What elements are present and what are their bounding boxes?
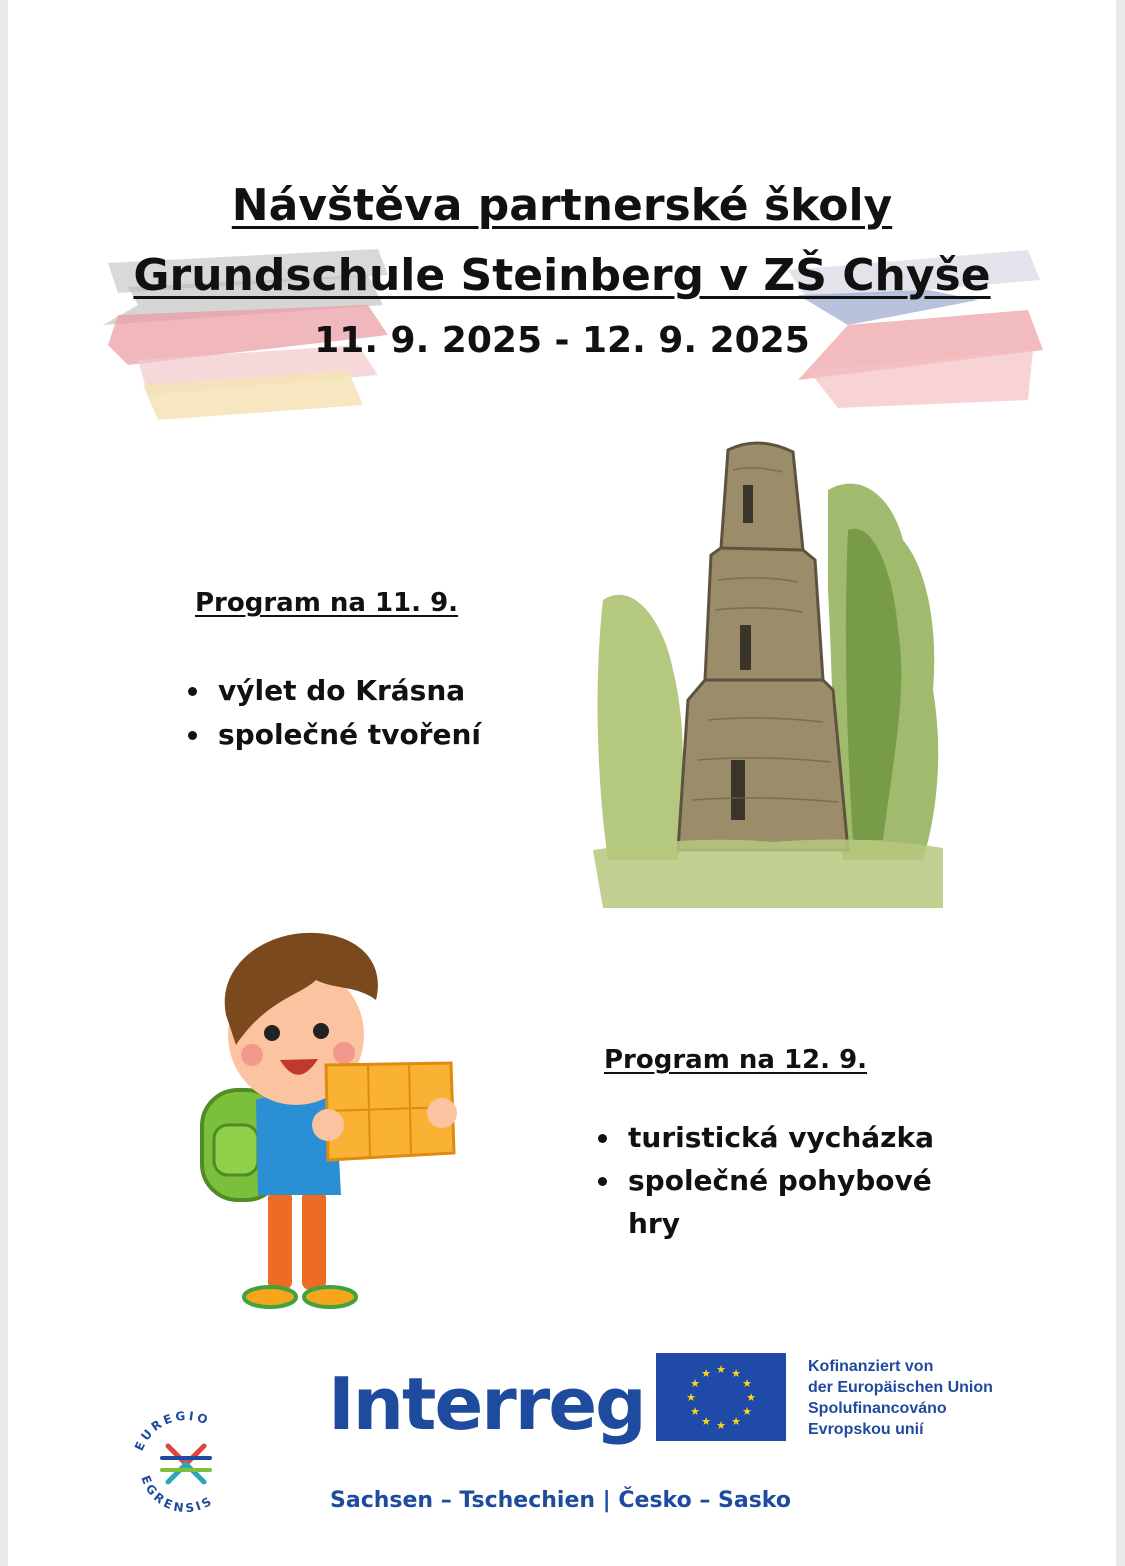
eu-text-line: der Europäischen Union (808, 1379, 993, 1396)
program-day2-list (594, 1116, 954, 1245)
svg-text:★: ★ (690, 1405, 700, 1418)
event-dates: 11. 9. 2025 - 12. 9. 2025 (314, 320, 810, 361)
region-caption: Sachsen – Tschechien | Česko – Sasko (330, 1488, 791, 1513)
title-line-1: Návštěva partnerské školy (231, 180, 893, 231)
svg-text:★: ★ (716, 1419, 726, 1432)
svg-text:★: ★ (716, 1363, 726, 1376)
eu-cofinanced-text (808, 1356, 993, 1440)
svg-text:★: ★ (731, 1415, 741, 1428)
interreg-logo: Interreg (328, 1362, 645, 1446)
euregio-top-text: EUREGIO (131, 1408, 213, 1453)
svg-text:★: ★ (742, 1377, 752, 1390)
svg-text:★: ★ (742, 1405, 752, 1418)
euregio-logo-icon (126, 1408, 246, 1518)
eu-text-line: Kofinanziert von (808, 1358, 934, 1375)
svg-text:★: ★ (690, 1377, 700, 1390)
list-item: společné tvoření (184, 713, 544, 757)
program-day2-heading: Program na 12. 9. (604, 1045, 868, 1075)
eu-text-line: Spolufinancováno (808, 1400, 947, 1417)
svg-text:★: ★ (746, 1391, 756, 1404)
svg-text:★: ★ (701, 1367, 711, 1380)
list-item: výlet do Krásna (184, 669, 544, 713)
stone-tower-illustration (593, 430, 943, 910)
program-day1-list (184, 669, 544, 757)
poster-page (8, 0, 1116, 1566)
program-day1-heading: Program na 11. 9. (195, 588, 459, 618)
svg-text:★: ★ (701, 1415, 711, 1428)
eu-flag-icon (656, 1353, 786, 1441)
svg-text:★: ★ (731, 1367, 741, 1380)
euregio-bottom-text: EGRENSIS (138, 1473, 217, 1516)
svg-text:★: ★ (686, 1391, 696, 1404)
boy-with-map-illustration (196, 925, 466, 1315)
list-item: společné pohybové hry (594, 1159, 938, 1245)
eu-text-line: Evropskou unií (808, 1421, 924, 1438)
title-line-2: Grundschule Steinberg v ZŠ Chyše (133, 250, 991, 301)
list-item: turistická vycházka (594, 1116, 954, 1159)
